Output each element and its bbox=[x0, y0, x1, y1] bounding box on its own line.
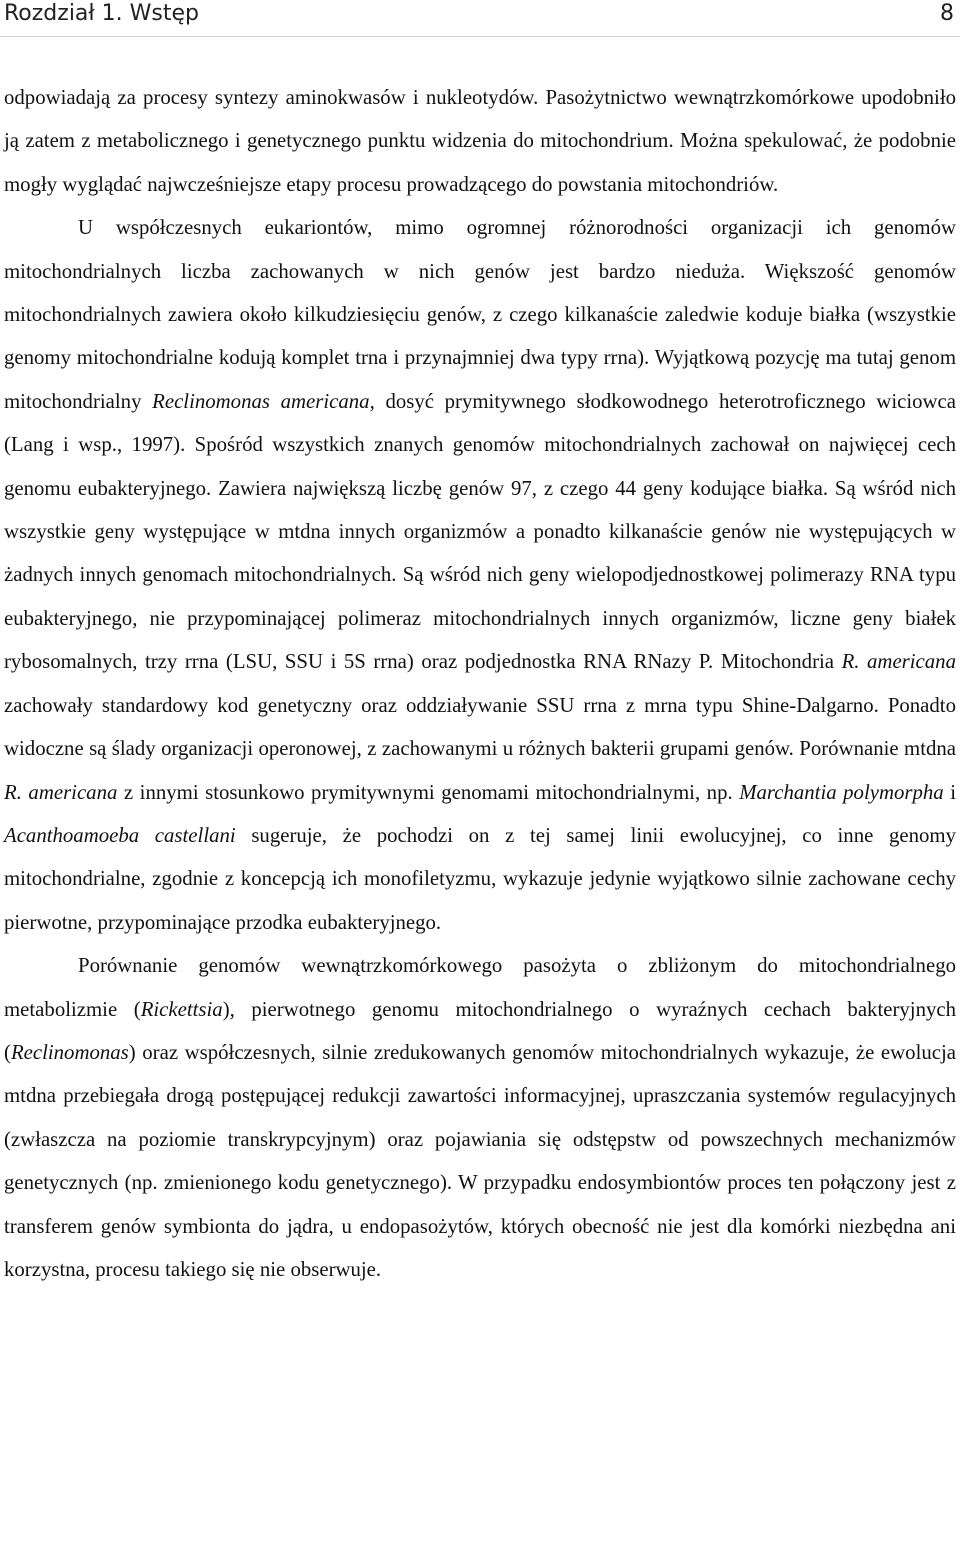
italic-term: Rickettsia bbox=[140, 997, 223, 1021]
italic-term: R. americana bbox=[4, 780, 118, 804]
italic-term: Acanthoamoeba castellani bbox=[4, 823, 236, 847]
page-header bbox=[0, 0, 960, 30]
italic-term: Marchantia polymorpha bbox=[739, 780, 944, 804]
text-run: ) oraz współczesnych, silnie zredukowanych genomów mitochondrialnych wykazuje, że ewolucja mtdna przebiegała drogą postępującej redukcji zawartości informacyjnej, upraszczania systemów regulacyjnych (zwłaszcza na poziomie transkrypcyjnym) oraz pojawiania się odstępstw od powszechnych mechanizmów genetycznych (np. zmienionego kodu genetycznego). W przypadku endosymbiontów proces ten połączony jest z transferem genów symbionta do jądra, u endopasożytów, których obecność nie jest dla komórki niezbędna ani korzystna, procesu takiego się nie obserwuje. bbox=[4, 1040, 956, 1281]
italic-term: Reclinomonas bbox=[10, 1040, 129, 1064]
text-run: zachowały standardowy kod genetyczny oraz oddziaływanie SSU rrna z mrna typu Shine-Dalgarno. Ponadto widoczne są ślady organizacji operonowej, z zachowanymi u różnych bakterii grupami genów. Porównanie mtdna bbox=[4, 693, 956, 761]
paragraph-2 bbox=[4, 206, 956, 944]
text-run: i bbox=[943, 780, 956, 804]
text-run: sugeruje, że pochodzi on z tej samej linii ewolucyjnej, co inne genomy mitochondrialne, zgodnie z koncepcją ich monofiletyzmu, wykazuje jedynie wyjątkowo silnie zachowane cechy pierwotne, przypominające przodka eubakteryjnego. bbox=[4, 823, 956, 934]
text-run: z innymi stosunkowo prymitywnymi genomami mitochondrialnymi, np. bbox=[117, 780, 740, 804]
paragraph-3 bbox=[4, 944, 956, 1291]
text-run: ), pierwotnego genomu mitochondrialnego o wyraźnych cechach bakteryjnych ( bbox=[4, 997, 956, 1064]
body-text bbox=[4, 76, 956, 1291]
text-run: Porównanie genomów wewnątrzkomórkowego pasożyta o zbliżonym do mitochondrialnego metabolizmie ( bbox=[4, 954, 956, 1021]
paragraph-1 bbox=[4, 76, 956, 206]
text-run: odpowiadają za procesy syntezy aminokwasów i nukleotydów. Pasożytnictwo wewnątrzkomórkowe upodobniło ją zatem z metabolicznego i genetycznego punktu widzenia do mitochondrium. Można spekulować, że podobnie mogły wyglądać najwcześniejsze etapy procesu prowadzącego do powstania mitochondriów. bbox=[4, 86, 956, 196]
italic-term: Reclinomonas americana bbox=[152, 389, 370, 413]
text-run: , dosyć prymitywnego słodkowodnego heterotroficznego wiciowca (Lang i wsp., 1997). Spośród wszystkich znanych genomów mitochondrialnych zachował on najwięcej cech genomu eubakteryjnego. Zawiera największą liczbę genów 97, z czego 44 geny kodujące białka. Są wśród nich wszystkie geny występujące w mtdna innych organizmów a ponadto kilkanaście genów nie występujących w żadnych innych genomach mitochondrialnych. Są wśród nich geny wielopodjednostkowej polimerazy RNA typu eubakteryjnego, nie przypominającej polimeraz mitochondrialnych innych organizmów, liczne geny białek rybosomalnych, trzy rrna (LSU, SSU i 5S rrna) oraz podjednostka RNA RNazy P. Mitochondria bbox=[4, 389, 956, 674]
header-divider bbox=[0, 36, 960, 37]
italic-term: R. americana bbox=[841, 650, 956, 674]
page-number: 8 bbox=[940, 1, 954, 26]
text-run: U współczesnych eukariontów, mimo ogromnej różnorodności organizacji ich genomów mitochondrialnych liczba zachowanych w nich genów jest bardzo nieduża. Większość genomów mitochondrialnych zawiera około kilkudziesięciu genów, z czego kilkanaście zaledwie koduje białka (wszystkie genomy mitochondrialne kodują komplet trna i przynajmniej dwa typy rrna). Wyjątkową pozycję ma tutaj genom mitochondrialny bbox=[4, 216, 956, 413]
chapter-title: Rozdział 1. Wstęp bbox=[4, 1, 199, 26]
